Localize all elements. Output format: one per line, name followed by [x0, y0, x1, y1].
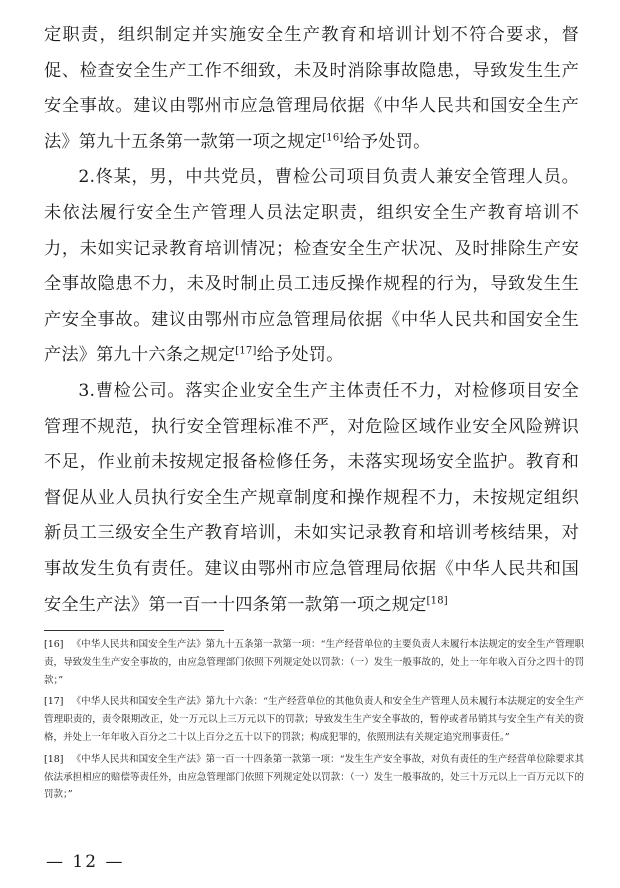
paragraph-tail: 给予处罚。	[256, 345, 344, 366]
footnote-ref-17[interactable]: [17]	[235, 345, 257, 357]
paragraph-tail: 给予处罚。	[343, 131, 431, 152]
footnote-number: [18]	[44, 753, 64, 765]
footnote-text: 《中华人民共和国安全生产法》第九十五条第一款第一项：“生产经营单位的主要负责人未履行本法规定的安全生产管理职责，导致发生生产安全事故的，由应急管理部门依照下列规定处以罚款：（一）发生一般事故的，处上一年年收入百分之四十的罚款；”	[44, 639, 584, 686]
page-number: — 12 —	[46, 852, 125, 872]
paragraph-text: 定职责，组织制定并实施安全生产教育和培训计划不符合要求，督促、检查安全生产工作不细致，未及时消除事故隐患，导致发生生产安全事故。建议由鄂州市应急管理局依据《中华人民共和国安全生产法》第九十五条第一款第一项之规定	[44, 25, 579, 152]
paragraph-text: 2.佟某，男，中共党员，曹检公司项目负责人兼安全管理人员。未依法履行安全生产管理人员法定职责，组织安全生产教育培训不力，未如实记录教育培训情况；检查安全生产状况、及时排除生产安全事故隐患不力，未及时制止员工违反操作规程的行为，导致发生生产安全事故。建议由鄂州市应急管理局依据《中华人民共和国安全生产法》第九十六条之规定	[44, 167, 579, 366]
paragraph-tong	[44, 160, 579, 374]
paragraph-caojian-company	[44, 374, 579, 623]
footnote-ref-18[interactable]: [18]	[426, 594, 448, 606]
footnote-separator	[44, 630, 224, 631]
footnote-number: [17]	[44, 696, 64, 708]
footnote-text: 《中华人民共和国安全生产法》第一百一十四条第一款第一项：“发生生产安全事故，对负有责任的生产经营单位除要求其依法承担相应的赔偿等责任外，由应急管理部门依照下列规定处以罚款：（一）发生一般事故的，处三十万元以上一百万元以下的罚款；”	[44, 753, 584, 801]
paragraph-penalty-continuation	[44, 18, 579, 160]
footnote-16	[44, 636, 584, 689]
footnote-ref-16[interactable]: [16]	[322, 132, 344, 144]
footnotes	[44, 636, 584, 808]
body-text	[44, 18, 579, 623]
footnote-number: [16]	[44, 639, 64, 650]
footnote-text: 《中华人民共和国安全生产法》第九十六条：“生产经营单位的其他负责人和安全生产管理人员未履行本法规定的安全生产管理职责的，责令限期改正，处一万元以上三万元以下的罚款；导致发生生产安全事故的，暂停或者吊销其与安全生产有关的资格，并处上一年年收入百分之二十以上百分之五十以下的罚款；构成犯罪的，依照刑法有关规定追究刑事责任。”	[44, 696, 584, 743]
footnote-18	[44, 751, 584, 804]
paragraph-text: 3.曹检公司。落实企业安全生产主体责任不力，对检修项目安全管理不规范，执行安全管理标准不严，对危险区域作业安全风险辨识不足，作业前未按规定报备检修任务，未落实现场安全监护。教育和督促从业人员执行安全生产规章制度和操作规程不力，未按规定组织新员工三级安全生产教育培训，未如实记录教育和培训考核结果，对事故发生负有责任。建议由鄂州市应急管理局依据《中华人民共和国安全生产法》第一百一十四条第一款第一项之规定	[44, 380, 579, 615]
footnote-17	[44, 693, 584, 746]
